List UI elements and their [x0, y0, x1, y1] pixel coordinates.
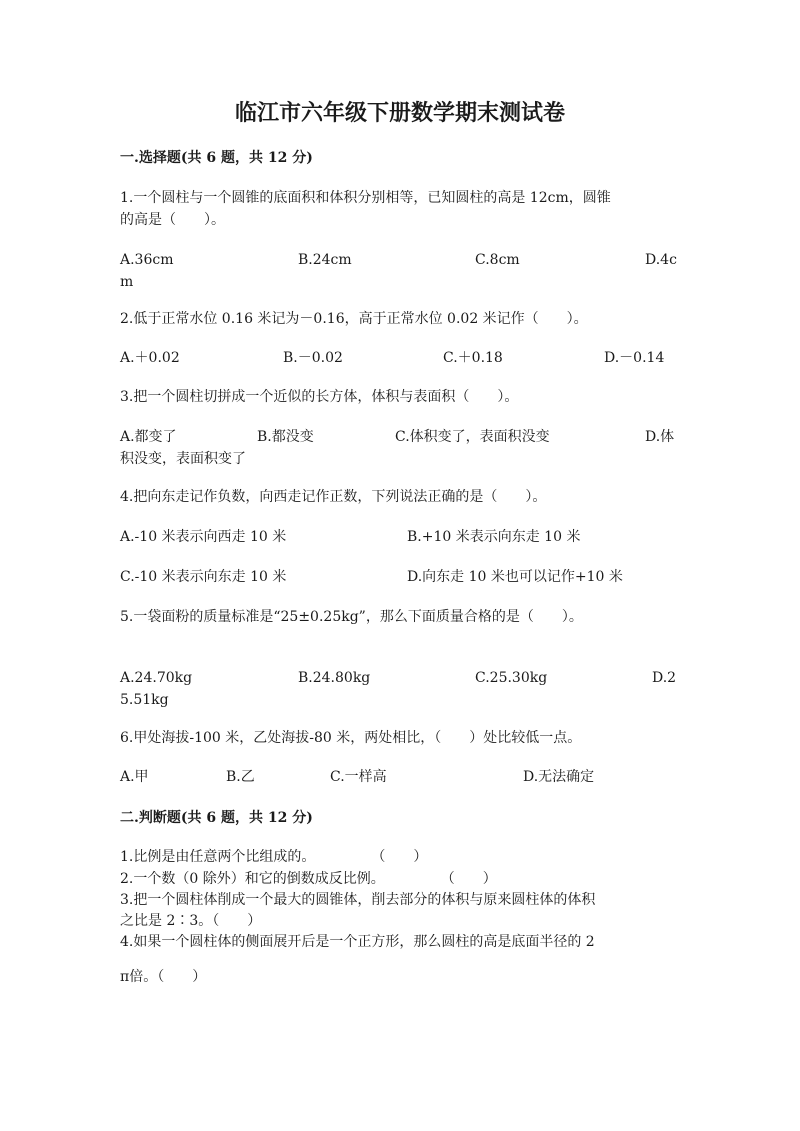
question-2-text: 2.低于正常水位 0.16 米记为－0.16，高于正常水位 0.02 米记作（ ）。	[120, 311, 588, 327]
question-4-option-d: D.向东走 10 米也可以记作+10 米	[407, 569, 623, 585]
section-2-heading: 二.判断题(共 6 题，共 12 分)	[120, 810, 313, 826]
judgment-4: 4.如果一个圆柱体的侧面展开后是一个正方形，那么圆柱的高是底面半径的 2	[120, 934, 595, 950]
question-5-text: 5.一袋面粉的质量标准是“25±0.25kg”，那么下面质量合格的是（ ）。	[120, 609, 583, 625]
question-6-option-d: D.无法确定	[523, 769, 595, 785]
judgment-3-cont: 之比是 2∶3。（ ）	[120, 913, 262, 929]
question-3-option-c: C.体积变了，表面积没变	[395, 429, 550, 445]
question-1-option-b: B.24cm	[298, 252, 352, 268]
judgment-2: 2.一个数（0 除外）和它的倒数成反比例。 （ ）	[120, 871, 497, 887]
question-2-option-d: D.－0.14	[604, 350, 665, 366]
question-1-text: 1.一个圆柱与一个圆锥的底面积和体积分别相等，已知圆柱的高是 12cm，圆锥	[120, 190, 611, 206]
judgment-3: 3.把一个圆柱体削成一个最大的圆锥体，削去部分的体积与原来圆柱体的体积	[120, 892, 596, 908]
question-3-option-a: A.都变了	[120, 429, 177, 445]
question-6-option-c: C.一样高	[330, 769, 387, 785]
question-2-option-a: A.＋0.02	[120, 350, 180, 366]
section-1-heading: 一.选择题(共 6 题，共 12 分)	[120, 150, 313, 166]
question-3-option-b: B.都没变	[257, 429, 314, 445]
question-5-option-a: A.24.70kg	[120, 670, 193, 686]
question-6-option-b: B.乙	[226, 769, 255, 785]
question-5-option-d-cont: 5.51kg	[120, 692, 169, 708]
judgment-1: 1.比例是由任意两个比组成的。 （ ）	[120, 849, 428, 865]
question-5-option-d: D.2	[652, 670, 677, 686]
question-4-option-b: B.+10 米表示向东走 10 米	[407, 529, 581, 545]
question-1-option-c: C.8cm	[475, 252, 520, 268]
question-4-text: 4.把向东走记作负数，向西走记作正数，下列说法正确的是（ ）。	[120, 489, 547, 505]
question-6-text: 6.甲处海拔-100 米，乙处海拔-80 米，两处相比，（ ）处比较低一点。	[120, 730, 582, 746]
question-4-option-c: C.-10 米表示向东走 10 米	[120, 569, 287, 585]
question-1-option-d: D.4c	[645, 252, 677, 268]
question-3-text: 3.把一个圆柱切拼成一个近似的长方体，体积与表面积（ ）。	[120, 389, 519, 405]
judgment-4-cont: π倍。（ ）	[120, 969, 207, 985]
question-1-option-a: A.36cm	[120, 252, 174, 268]
question-1-text-cont: 的高是（ ）。	[120, 212, 225, 228]
question-6-option-a: A.甲	[120, 769, 149, 785]
page-title: 临江市六年级下册数学期末测试卷	[234, 100, 565, 126]
question-4-option-a: A.-10 米表示向西走 10 米	[120, 529, 287, 545]
question-3-option-d: D.体	[645, 429, 675, 445]
question-5-option-c: C.25.30kg	[475, 670, 548, 686]
question-2-option-c: C.＋0.18	[443, 350, 503, 366]
question-3-option-d-cont: 积没变，表面积变了	[120, 451, 246, 467]
question-2-option-b: B.－0.02	[283, 350, 343, 366]
question-5-option-b: B.24.80kg	[298, 670, 371, 686]
question-1-option-d-cont: m	[120, 274, 134, 290]
